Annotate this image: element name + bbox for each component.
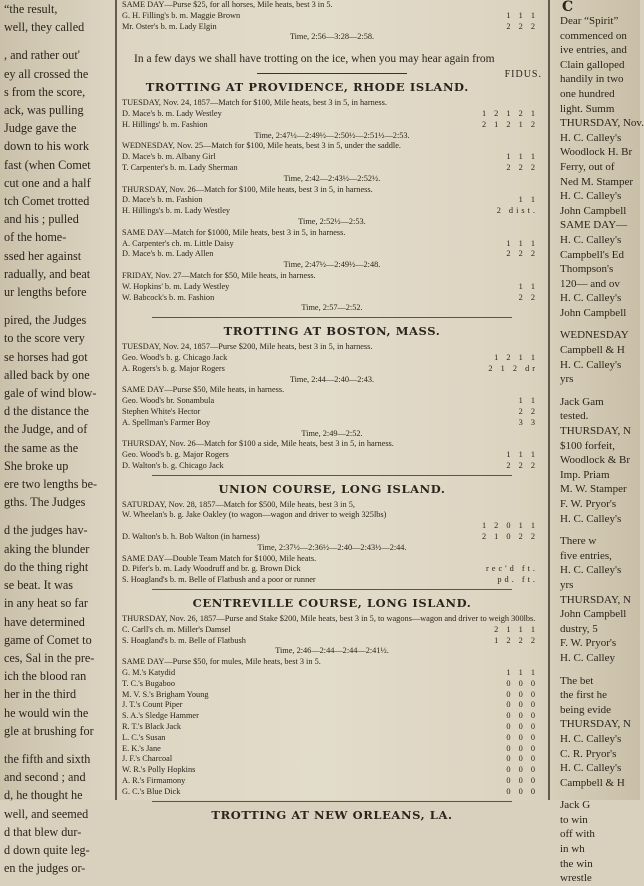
entry-name: Geo. Wood's b. g. Chicago Jack (122, 352, 228, 362)
text-line: wrestle (560, 872, 592, 885)
text-line: H. C. Calley's (560, 564, 622, 577)
text-line: M. W. Stamper (560, 483, 627, 496)
text-line: THURSDAY, N (560, 718, 631, 731)
section-heading-partial: TROTTING AT NEW ORLEANS, LA. (211, 807, 453, 822)
race-entry (122, 765, 542, 776)
race-entry (122, 575, 542, 586)
text-line: in wh (560, 843, 585, 856)
text-line: being evide (560, 703, 612, 716)
entry-scores: 2 2 (518, 292, 538, 302)
text-line: H. C. Calley's (560, 292, 622, 305)
text-line: d, he thought he (4, 788, 83, 803)
entry-scores: 2 2 2 (506, 460, 538, 470)
race-time: Time, 2:42—2:43½—2:52½. (283, 173, 381, 183)
race-description: WEDNESDAY, Nov. 25—Match for $100, Mile heats, best 3 in 5, under the saddle. (122, 141, 401, 151)
text-line: , and rather out' (4, 48, 80, 63)
entry-name: L. C.'s Susan (122, 732, 166, 742)
entry-scores: 2 1 2 dr (488, 363, 538, 373)
paragraph-gap (0, 301, 110, 311)
text-line: of the home- (4, 230, 67, 245)
race-description: THURSDAY, Nov. 26—Match for $100 a side, Mile heats, best 3 in 5, in harness. (122, 439, 394, 449)
entry-name: Geo. Wood's b. g. Major Rogers (122, 450, 229, 460)
entry-name: G. M.'s Katydid (122, 668, 176, 678)
entry-scores: 2 1 2 1 2 (481, 119, 538, 129)
text-line: tch Comet trotted (4, 194, 90, 209)
text-line: H. C. Calley's (560, 732, 622, 745)
race-description: SAME DAY—Double Team Match for $1000, Mile heats. (122, 553, 317, 563)
entry-scores: 0 0 0 (506, 700, 538, 710)
race-entry (122, 109, 542, 120)
race-entry (122, 239, 542, 250)
entry-name: D. Walton's b. h. Bob Walton (in harness) (122, 532, 260, 542)
race-description: TUESDAY, Nov. 24, 1857—Match for $100, Mile heats, best 3 in 5, in harness. (122, 98, 387, 108)
entry-name: J. T.'s Count Piper (122, 700, 183, 710)
text-line: the Judge, and of (4, 422, 88, 437)
text-line: She broke up (4, 458, 69, 473)
text-line: Campbell & H (560, 344, 625, 357)
text-line: John Campbell (560, 306, 627, 319)
entry-name: A. Rogers's b. g. Major Rogers (122, 363, 225, 373)
text-line: gle at brushing for (4, 723, 94, 738)
race-entry (122, 249, 542, 260)
text-line: ich the blood ran (4, 669, 87, 684)
entry-scores: 1 2 0 1 1 (481, 521, 538, 531)
entry-scores: 2 2 2 (506, 21, 538, 31)
text-line: one hundred (560, 87, 615, 100)
text-line: Ned M. Stamper (560, 175, 634, 188)
race-entry (122, 450, 542, 461)
paragraph-gap (556, 320, 640, 328)
top-entry (122, 22, 542, 33)
race-entry (122, 679, 542, 690)
race-time: Time, 2:49—2:52. (301, 428, 363, 438)
text-line: d the judges hav- (4, 523, 88, 538)
race-entry (122, 407, 542, 418)
race-time: Time, 2:52½—2:53. (298, 216, 366, 226)
text-line: ssed her against (4, 248, 82, 263)
text-line: ive entries, and (560, 44, 627, 57)
text-line: light. Summ (560, 102, 615, 115)
right-column-lines (556, 14, 644, 886)
entry-scores: 2 dist. (496, 206, 538, 216)
race-description: SATURDAY, Nov. 28, 1857—Match for $500, Mile heats, best 3 in 5, (122, 499, 355, 509)
text-line: off with (560, 828, 595, 841)
entry-name: R. T.'s Black Jack (122, 722, 182, 732)
text-line: have determined (4, 614, 85, 629)
section-heading: UNION COURSE, LONG ISLAND. (218, 481, 446, 496)
text-line: Jack Gam (560, 395, 604, 408)
entry-name: W. R.'s Polly Hopkins (122, 765, 196, 775)
masthead-fragment: C (562, 0, 574, 15)
right-column (556, 0, 644, 885)
entry-scores: 1 1 1 (506, 152, 538, 162)
section-divider (152, 801, 512, 802)
entry-name: G. H. Filling's b. m. Maggie Brown (122, 10, 241, 20)
race-section (122, 596, 542, 802)
race-entry (122, 776, 542, 787)
entry-scores: 1 2 1 1 (494, 352, 538, 362)
text-line: and his ; pulled (4, 212, 79, 227)
race-entry (122, 787, 542, 798)
text-line: ces, Sal in the pre- (4, 650, 95, 665)
text-line: John Campbell (560, 204, 627, 217)
top-race-description: SAME DAY—Purse $25, for all horses, Mile heats, best 3 in 5. (122, 0, 333, 9)
section-heading: CENTREVILLE COURSE, LONG ISLAND. (192, 596, 472, 611)
text-line: pired, the Judges (4, 313, 87, 328)
text-line: dustry, 5 (560, 622, 598, 635)
text-line: SAME DAY— (560, 219, 628, 232)
text-line: Campbell's Ed (560, 248, 625, 261)
entry-name: Geo. Wood's br. Sonambula (122, 396, 215, 406)
text-line: The bet (560, 674, 594, 687)
text-line: to win (560, 813, 588, 826)
race-entry (122, 152, 542, 163)
text-line: F. W. Pryor's (560, 498, 617, 510)
entry-scores: 1 1 1 (506, 668, 538, 678)
text-line: gths. The Judges (4, 495, 86, 510)
entry-name: W. Hopkins' b. m. Lady Westley (122, 281, 230, 291)
text-line: commenced on (560, 29, 627, 42)
entry-scores: rec'd ft. (486, 564, 538, 574)
race-time: Time, 2:37½—2:36½—2:40—2:43½—2:44. (257, 542, 407, 552)
text-line: John Campbell (560, 608, 627, 621)
entry-scores: 0 0 0 (506, 765, 538, 775)
text-line: se horses had got (4, 349, 88, 364)
section-divider (152, 475, 512, 476)
entry-scores: 2 1 0 2 2 (481, 532, 538, 542)
text-line: H. C. Calley's (560, 233, 622, 246)
text-line: to the score very (4, 331, 85, 346)
entry-name: A. R.'s Firmamony (122, 776, 186, 786)
race-entry (122, 668, 542, 679)
race-section (122, 80, 542, 318)
entry-name: A. Carpenter's ch. m. Little Daisy (122, 238, 234, 248)
entry-scores: 2 2 2 (506, 249, 538, 259)
text-line: and second ; and (4, 770, 86, 785)
section-heading: TROTTING AT PROVIDENCE, RHODE ISLAND. (145, 80, 469, 95)
text-line: C. R. Pryor's (560, 747, 617, 760)
entry-name: S. A.'s Sledge Hammer (122, 711, 199, 721)
race-description: SAME DAY—Purse $50, for mules, Mile heats, best 3 in 5. (122, 657, 321, 667)
text-line: H. C. Calley's (560, 762, 622, 775)
text-line: Thompson's (560, 263, 614, 276)
entry-scores: 1 1 1 (506, 10, 538, 20)
entry-name: S. Hoagland's b. m. Belle of Flatbush and a poor or runner (122, 575, 316, 585)
race-entry (122, 700, 542, 711)
entry-scores: 2 2 (518, 406, 538, 416)
paragraph-text: In a few days we shall have trotting on the ice, when you may hear again from (134, 53, 495, 66)
entry-scores: 1 1 (518, 195, 538, 205)
text-line: Jack G (560, 799, 591, 812)
race-description: TUESDAY, Nov. 24, 1857—Purse $200, Mile heats, best 3 in 5, in harness. (122, 342, 373, 352)
left-column (0, 0, 110, 876)
column-rule-right (548, 0, 550, 800)
entry-name: C. Carll's ch. m. Miller's Damsel (122, 624, 231, 634)
paragraph-gap (0, 36, 110, 46)
text-line: H. C. Calley's (560, 190, 622, 203)
entry-scores: 2 2 2 (506, 162, 538, 172)
text-line: he would win the (4, 705, 89, 720)
text-line: the fifth and sixth (4, 751, 91, 766)
text-line: 120— and ov (560, 277, 620, 290)
entry-name: H. Hillings's b. m. Lady Westley (122, 206, 231, 216)
entry-name: D. Mace's b. m. Fashion (122, 195, 203, 205)
entry-scores: 0 0 0 (506, 786, 538, 796)
race-entry (122, 282, 542, 293)
entry-name: D. Mace's b. m. Albany Girl (122, 152, 216, 162)
middle-column (122, 0, 542, 822)
entry-name: T. C.'s Bugaboo (122, 678, 175, 688)
race-entry (122, 461, 542, 472)
race-entry (122, 120, 542, 131)
entry-name: Stephen White's Hector (122, 406, 201, 416)
top-entry (122, 11, 542, 22)
entry-scores: 1 2 2 2 (494, 635, 538, 645)
entry-scores: 0 0 0 (506, 689, 538, 699)
text-line: Judge gave the (4, 121, 77, 136)
text-line: gale of wind blow- (4, 386, 97, 401)
entry-scores: 1 1 (518, 396, 538, 406)
text-line: d down quite leg- (4, 842, 90, 857)
race-time: Time, 2:44—2:40—2:43. (289, 374, 375, 384)
text-line: game of Comet to (4, 632, 92, 647)
race-entry (122, 195, 542, 206)
text-line: Woodlock H. Br (560, 146, 633, 159)
text-line: H. C. Calley's (560, 512, 622, 525)
race-entry (122, 396, 542, 407)
entry-scores: 3 3 (518, 417, 538, 427)
entry-name: W. Babcock's b. m. Fashion (122, 292, 215, 302)
entry-name: J. F.'s Charcoal (122, 754, 173, 764)
entry-name: T. Carpenter's b. m. Lady Sherman (122, 162, 238, 172)
text-line: handily in two (560, 73, 624, 86)
text-line: THURSDAY, N (560, 593, 631, 606)
text-line: five entries, (560, 549, 612, 562)
text-line: radually, and beat (4, 266, 91, 281)
entry-scores: 1 2 1 2 1 (481, 108, 538, 118)
text-line: yrs (560, 373, 574, 386)
race-entry (122, 418, 542, 429)
race-entry (122, 711, 542, 722)
section-divider (257, 73, 407, 74)
entry-scores: pd. ft. (497, 575, 538, 585)
column-rule-left (115, 0, 117, 800)
text-line: en the judges or- (4, 861, 86, 876)
text-line: Campbell & H (560, 776, 625, 789)
text-line: the win (560, 857, 593, 870)
race-entry (122, 293, 542, 304)
text-line: fast (when Comet (4, 157, 91, 172)
text-line: in any heat so far (4, 596, 88, 611)
text-line: d that blew dur- (4, 824, 82, 839)
paragraph-gap (556, 666, 640, 674)
text-line: ur lengths before (4, 285, 87, 300)
text-line: H. C. Calley's (560, 131, 622, 144)
entry-scores: 0 0 0 (506, 711, 538, 721)
entry-name: M. V. S.'s Brigham Young (122, 689, 209, 699)
entry-name: H. Hillings' b. m. Fashion (122, 119, 208, 129)
entry-name: E. K.'s Jane (122, 743, 161, 753)
race-time: Time, 2:47½—2:49½—2:50½—2:51½—2:53. (254, 130, 410, 140)
race-sections (122, 80, 542, 801)
race-entry (122, 690, 542, 701)
entry-scores: 0 0 0 (506, 743, 538, 753)
text-line: Dear “Spirit” (560, 15, 619, 27)
text-line: ey all crossed the (4, 66, 89, 81)
text-line: THURSDAY, Nov. (560, 117, 644, 130)
entry-name: D. Walton's b. g. Chicago Jack (122, 460, 224, 470)
race-time: Time, 2:57—2:52. (301, 303, 363, 313)
section-divider (152, 589, 512, 590)
race-time: Time, 2:47½—2:49½—2:48. (283, 260, 381, 270)
race-time: Time, 2:46—2:44—2:44—2:41½. (275, 646, 389, 656)
text-line: tested. (560, 410, 589, 423)
text-line: “the result, (4, 2, 58, 16)
entry-name: G. C.'s Blue Dick (122, 786, 181, 796)
text-line: H. C. Calley (560, 651, 615, 664)
entry-scores: 1 1 1 (506, 450, 538, 460)
section-divider (152, 317, 512, 318)
race-entry (122, 754, 542, 765)
text-line: F. W. Pryor's (560, 637, 617, 650)
text-line: her in the third (4, 687, 77, 702)
text-line: well, and seemed (4, 806, 89, 821)
entry-name: Mr. Oster's b. m. Lady Elgin (122, 21, 217, 31)
race-description-cont: W. Wheelan's b. g. Jake Oakley (to wagon—wagon and driver to weigh 325lbs) (122, 510, 387, 520)
race-entry (122, 353, 542, 364)
text-line: Clain galloped (560, 58, 625, 71)
text-line: the same as the (4, 440, 79, 455)
entry-scores: 0 0 0 (506, 722, 538, 732)
paragraph-gap (0, 740, 110, 750)
paragraph-gap (556, 790, 640, 798)
race-entry (122, 532, 542, 543)
paragraph-gap (556, 387, 640, 395)
signature: FIDUS. (504, 69, 542, 81)
race-entry (122, 364, 542, 375)
text-line: THURSDAY, N (560, 425, 631, 438)
race-entry (122, 733, 542, 744)
race-section (122, 324, 542, 476)
section-heading: TROTTING AT BOSTON, MASS. (223, 324, 441, 339)
race-entry (122, 636, 542, 647)
text-line: $100 forfeit, (560, 439, 615, 452)
race-description: FRIDAY, Nov. 27—Match for $50, Mile heats, in harness. (122, 270, 316, 280)
text-line: H. C. Calley's (560, 358, 622, 371)
text-line: alled back by one (4, 367, 90, 382)
text-line: d the distance the (4, 404, 89, 419)
text-line: yrs (560, 578, 574, 591)
text-line: Imp. Priam (560, 468, 610, 481)
entry-scores: 2 1 1 1 (494, 624, 538, 634)
text-line: do the thing right (4, 559, 89, 574)
paragraph-gap (556, 526, 640, 534)
text-line: s from the score, (4, 84, 86, 99)
text-line: Ferry, out of (560, 160, 615, 173)
text-line: WEDNESDAY (560, 329, 629, 342)
race-entry (122, 722, 542, 733)
correspondent-paragraph (122, 51, 542, 81)
text-line: cut one and a half (4, 175, 91, 190)
entry-scores: 0 0 0 (506, 732, 538, 742)
race-description: SAME DAY—Match for $1000, Mile heats, best 3 in 5, in harness. (122, 227, 346, 237)
text-line: se beat. It was (4, 578, 74, 593)
top-race-time: Time, 2:56—3:28—2:58. (289, 32, 375, 42)
race-description: THURSDAY, Nov. 26—Match for $100, Mile heats, best 3 in 5, in harness. (122, 184, 373, 194)
race-entry (122, 564, 542, 575)
race-entry (122, 744, 542, 755)
entry-scores: 0 0 0 (506, 776, 538, 786)
race-section (122, 482, 542, 590)
race-description: THURSDAY, Nov. 26, 1857—Purse and Stake $200, Mile heats, best 3 in 5, to wagons—wagon and driver to weigh 300lbs. (122, 614, 536, 624)
race-entry (122, 206, 542, 217)
text-line: ere two lengths be- (4, 477, 98, 492)
paragraph-gap (0, 511, 110, 521)
text-line: ack, was pulling (4, 103, 84, 118)
text-line: Woodlock & Br (560, 454, 630, 467)
text-line: well, they called (4, 20, 85, 35)
entry-scores: 1 1 (518, 281, 538, 291)
entry-scores: 0 0 0 (506, 678, 538, 688)
race-entry (122, 521, 542, 532)
entry-name: D. Mace's b. m. Lady Westley (122, 108, 222, 118)
text-line: down to his work (4, 139, 89, 154)
text-line: There w (560, 535, 597, 548)
race-entry (122, 625, 542, 636)
entry-name: A. Spellman's Farmer Boy (122, 417, 211, 427)
entry-scores: 0 0 0 (506, 754, 538, 764)
race-entry (122, 163, 542, 174)
entry-scores: 1 1 1 (506, 238, 538, 248)
entry-name: D. Pifer's b. m. Lady Woodruff and br. g. Brown Dick (122, 564, 301, 574)
text-line: the first he (560, 689, 608, 702)
entry-name: S. Hoagland's b. m. Belle of Flatbush (122, 635, 246, 645)
entry-name: D. Mace's b. m. Lady Allen (122, 249, 214, 259)
race-description: SAME DAY—Purse $50, Mile heats, in harness. (122, 385, 285, 395)
text-line: aking the blunder (4, 541, 90, 556)
